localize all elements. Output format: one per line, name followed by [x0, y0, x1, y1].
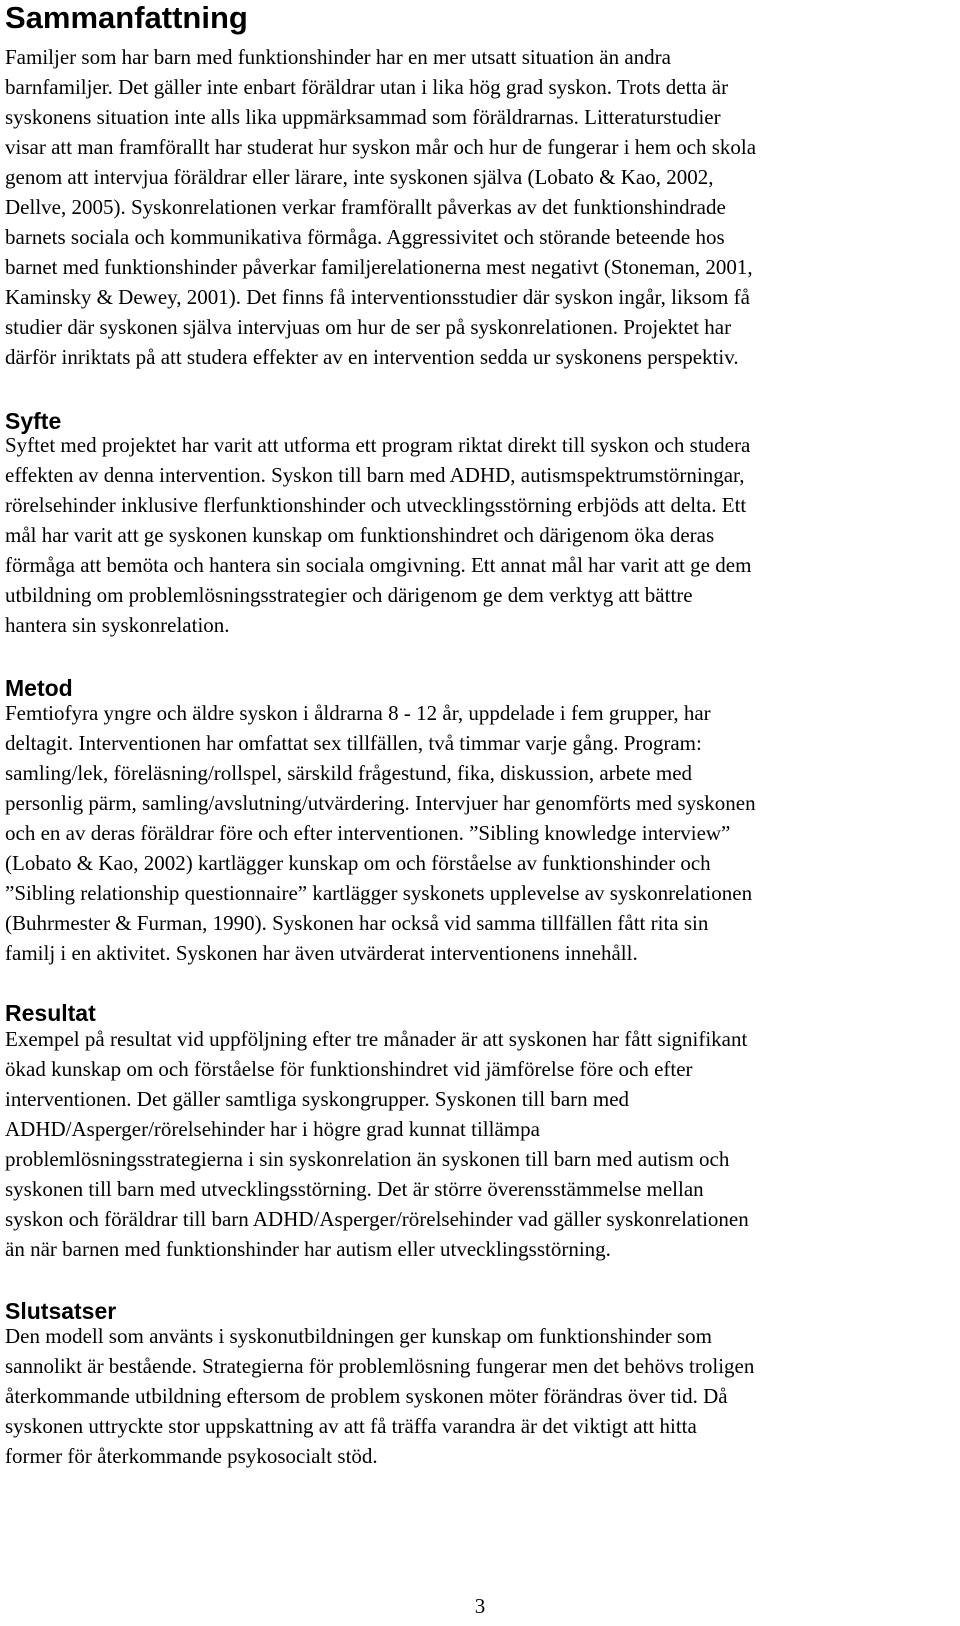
- text-line: därför inriktats på att studera effekter av en intervention sedda ur syskonens perspektiv.: [5, 345, 739, 369]
- section-title-metod: Metod: [5, 675, 73, 701]
- text-line: och en av deras föräldrar före och efter interventionen. ”Sibling knowledge interview”: [5, 821, 731, 845]
- text-line: syskonen till barn med utvecklingsstörning. Det är större överensstämmelse mellan: [5, 1177, 704, 1201]
- text-line: Den modell som använts i syskonutbildningen ger kunskap om funktionshinder som: [5, 1324, 712, 1348]
- text-line: studier där syskonen själva intervjuas om hur de ser på syskonrelationen. Projektet har: [5, 315, 732, 339]
- text-line: (Lobato & Kao, 2002) kartlägger kunskap om och förståelse av funktionshinder och: [5, 851, 711, 875]
- text-line: ökad kunskap om och förståelse för funktionshindret vid jämförelse före och efter: [5, 1057, 693, 1081]
- section-body-slutsatser: [5, 1321, 953, 1471]
- section-title-syfte: Syfte: [5, 408, 62, 434]
- section-title-sammanfattning: Sammanfattning: [5, 0, 248, 35]
- text-line: former för återkommande psykosocialt stöd.: [5, 1444, 378, 1468]
- page-number: 3: [474, 1594, 486, 1618]
- text-line: personlig pärm, samling/avslutning/utvärdering. Intervjuer har genomförts med syskonen: [5, 791, 756, 815]
- text-line: ADHD/Asperger/rörelsehinder har i högre grad kunnat tillämpa: [5, 1117, 540, 1141]
- text-line: återkommande utbildning eftersom de problem syskonen möter förändras över tid. Då: [5, 1384, 728, 1408]
- text-line: ”Sibling relationship questionnaire” kartlägger syskonets upplevelse av syskonrelationen: [5, 881, 753, 905]
- text-line: interventionen. Det gäller samtliga syskongrupper. Syskonen till barn med: [5, 1087, 630, 1111]
- text-line: Kaminsky & Dewey, 2001). Det finns få interventionsstudier där syskon ingår, liksom få: [5, 285, 750, 309]
- section-title-slutsatser: Slutsatser: [5, 1298, 117, 1324]
- text-line: barnfamiljer. Det gäller inte enbart föräldrar utan i lika hög grad syskon. Trots detta är: [5, 75, 729, 99]
- text-line: Familjer som har barn med funktionshinder har en mer utsatt situation än andra: [5, 45, 671, 69]
- text-line: än när barnen med funktionshinder har autism eller utvecklingsstörning.: [5, 1237, 611, 1261]
- text-line: (Buhrmester & Furman, 1990). Syskonen har också vid samma tillfällen fått rita sin: [5, 911, 709, 935]
- text-line: utbildning om problemlösningsstrategier och därigenom ge dem verktyg att bättre: [5, 583, 693, 607]
- text-line: samling/lek, föreläsning/rollspel, särskild frågestund, fika, diskussion, arbete med: [5, 761, 693, 785]
- text-line: deltagit. Interventionen har omfattat sex tillfällen, två timmar varje gång. Program:: [5, 731, 702, 755]
- text-line: sannolikt är bestående. Strategierna för problemlösning fungerar men det behövs troligen: [5, 1354, 755, 1378]
- text-line: barnet med funktionshinder påverkar familjerelationerna mest negativt (Stoneman, 2001,: [5, 255, 753, 279]
- text-line: Exempel på resultat vid uppföljning efter tre månader är att syskonen har fått signifikant: [5, 1027, 748, 1051]
- section-body-resultat: [5, 1024, 953, 1264]
- text-line: problemlösningsstrategierna i sin syskonrelation än syskonen till barn med autism och: [5, 1147, 730, 1171]
- text-line: barnets sociala och kommunikativa förmåga. Aggressivitet och störande beteende hos: [5, 225, 725, 249]
- text-line: genom att intervjua föräldrar eller lärare, inte syskonen själva (Lobato & Kao, 2002,: [5, 165, 714, 189]
- section-body-syfte: [5, 430, 953, 640]
- text-line: syskonens situation inte alls lika uppmärksammad som föräldrarnas. Litteraturstudier: [5, 105, 721, 129]
- text-line: visar att man framförallt har studerat hur syskon mår och hur de fungerar i hem och skola: [5, 135, 757, 159]
- section-title-resultat: Resultat: [5, 1000, 96, 1026]
- text-line: Syftet med projektet har varit att utforma ett program riktat direkt till syskon och studera: [5, 433, 751, 457]
- text-line: mål har varit att ge syskonen kunskap om funktionshindret och därigenom öka deras: [5, 523, 715, 547]
- text-line: familj i en aktivitet. Syskonen har även utvärderat interventionens innehåll.: [5, 941, 638, 965]
- section-body-sammanfattning: [5, 42, 953, 372]
- text-line: hantera sin syskonrelation.: [5, 613, 230, 637]
- text-line: förmåga att bemöta och hantera sin sociala omgivning. Ett annat mål har varit att ge dem: [5, 553, 752, 577]
- section-body-metod: [5, 698, 953, 968]
- text-line: syskon och föräldrar till barn ADHD/Asperger/rörelsehinder vad gäller syskonrelationen: [5, 1207, 749, 1231]
- text-line: rörelsehinder inklusive flerfunktionshinder och utvecklingsstörning erbjöds att delta. Ett: [5, 493, 747, 517]
- text-line: Femtiofyra yngre och äldre syskon i åldrarna 8 - 12 år, uppdelade i fem grupper, har: [5, 701, 711, 725]
- text-line: effekten av denna intervention. Syskon till barn med ADHD, autismspektrumstörningar,: [5, 463, 745, 487]
- text-line: syskonen uttryckte stor uppskattning av att få träffa varandra är det viktigt att hitta: [5, 1414, 697, 1438]
- text-line: Dellve, 2005). Syskonrelationen verkar framförallt påverkas av det funktionshindrade: [5, 195, 726, 219]
